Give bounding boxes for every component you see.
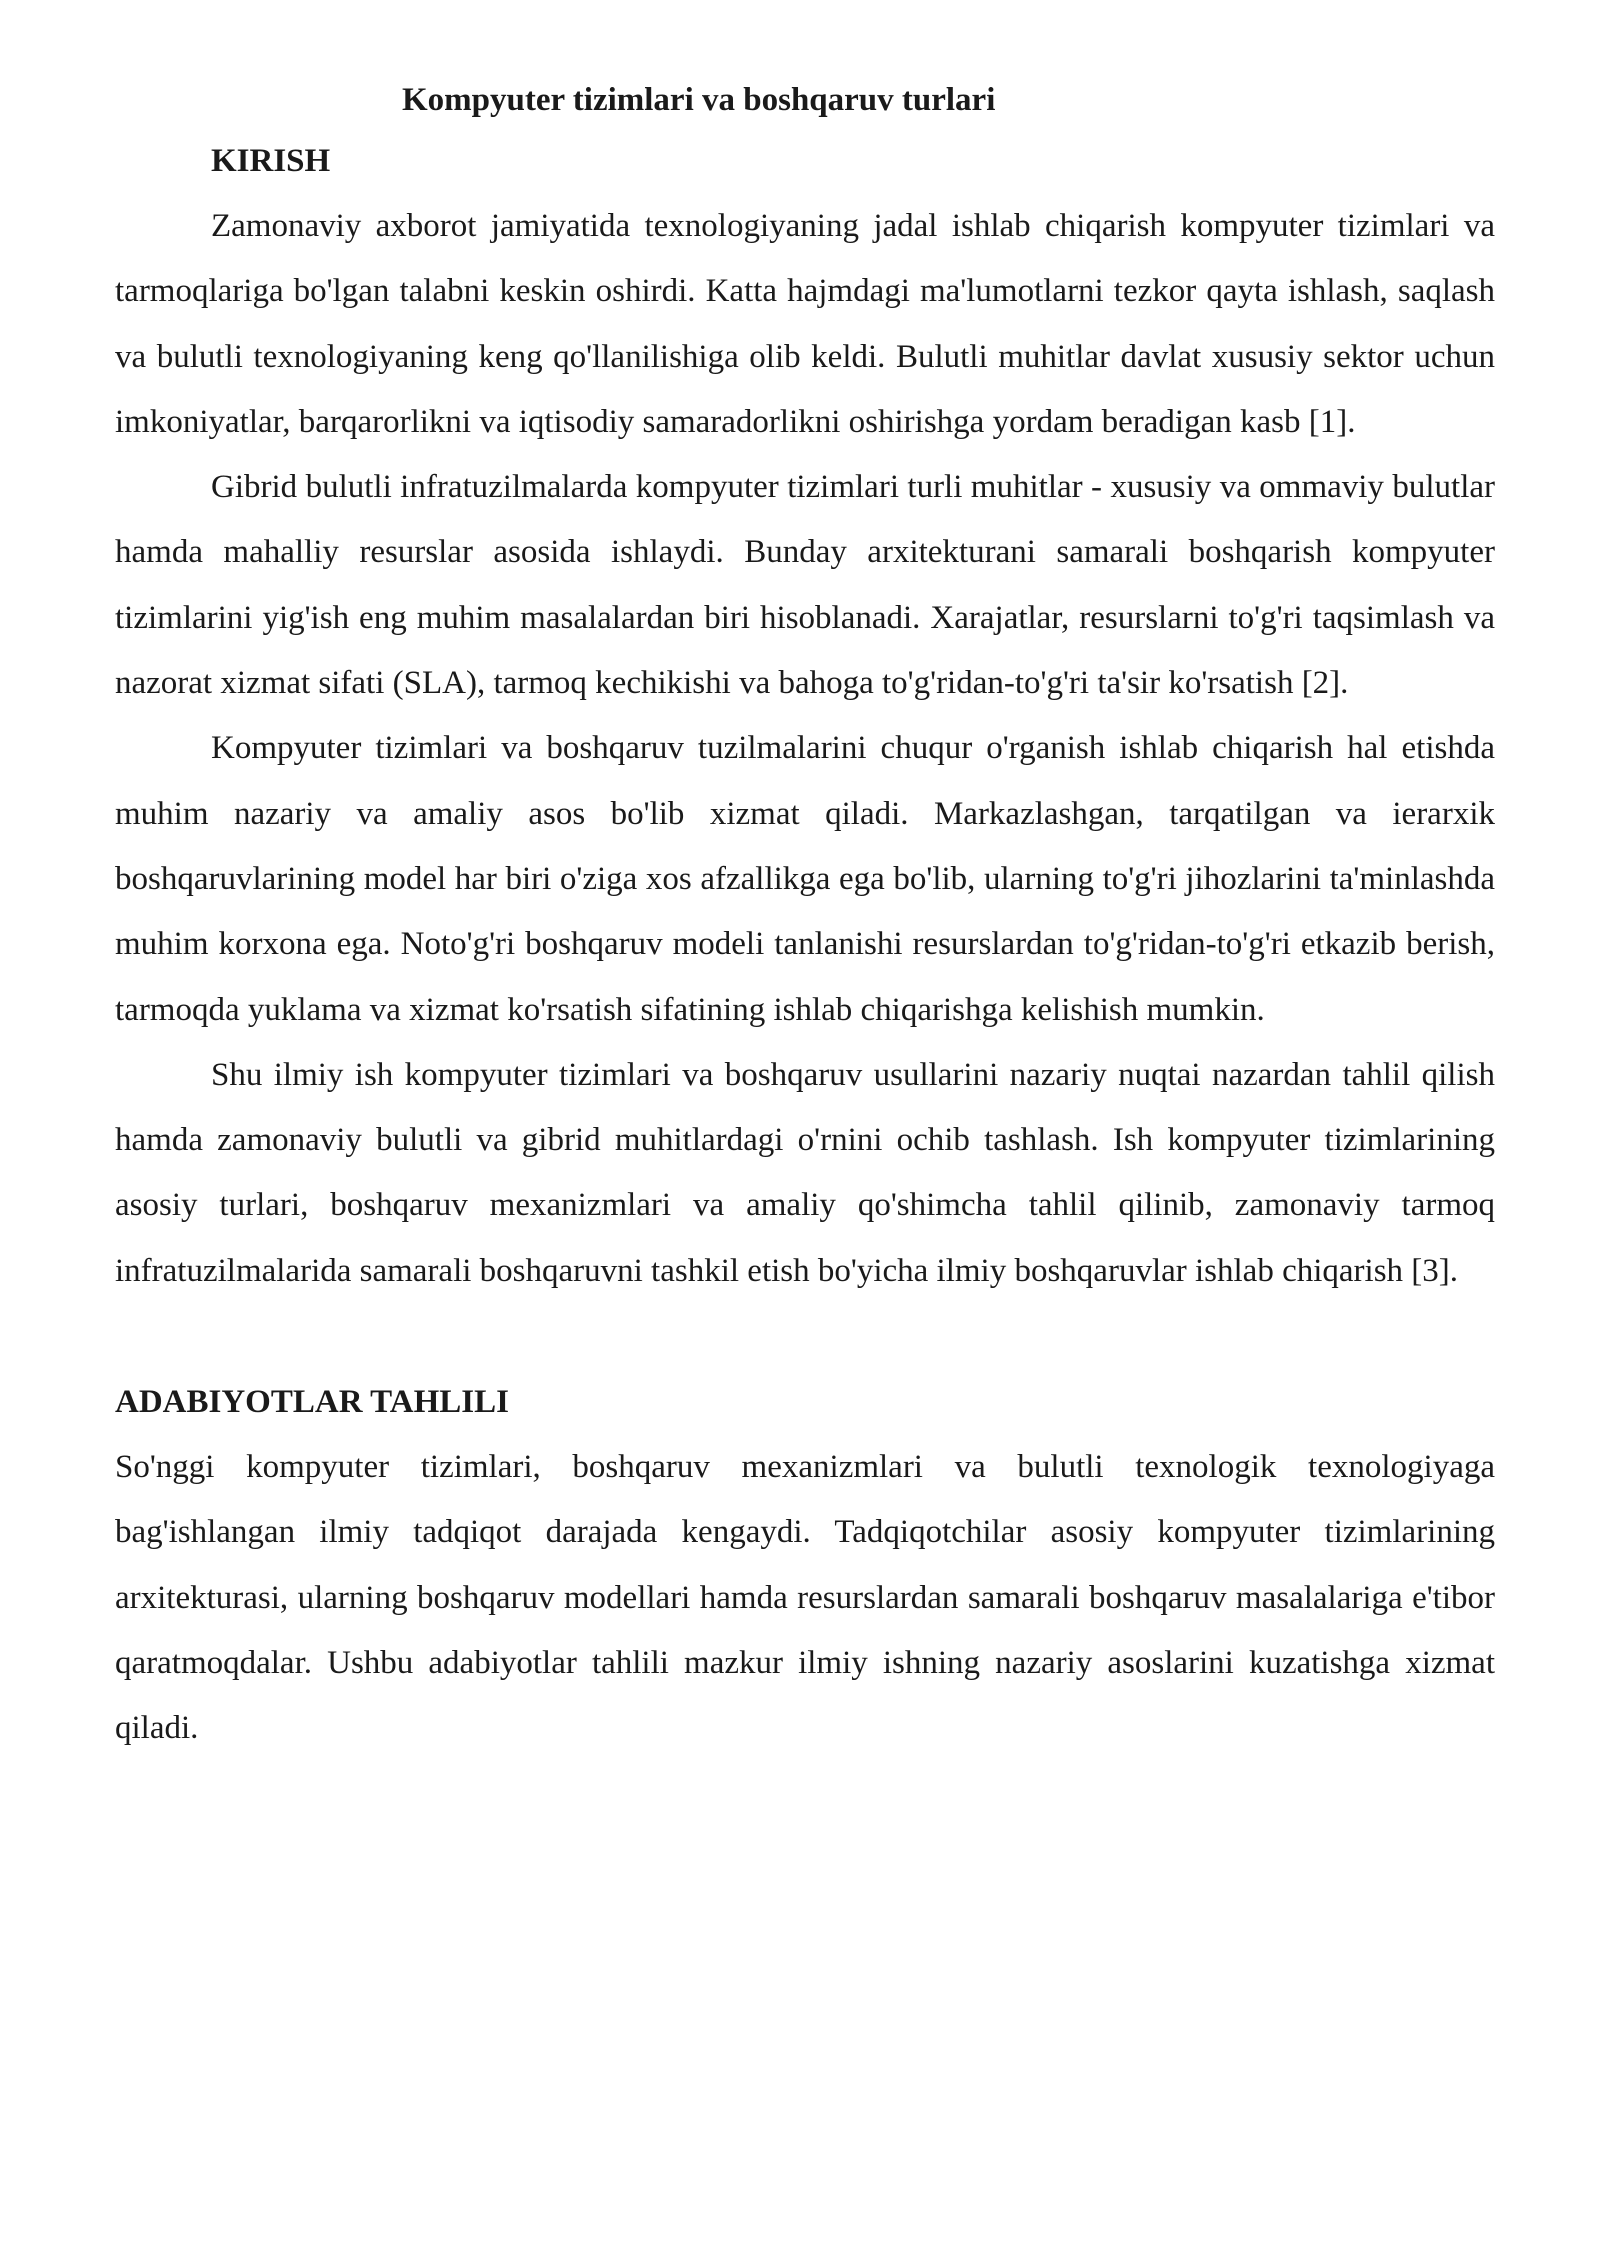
section-heading-kirish: KIRISH — [211, 143, 331, 179]
document-title: Kompyuter tizimlari va boshqaruv turlari — [402, 82, 996, 118]
section-heading-adabiyotlar-tahlili: ADABIYOTLAR TAHLILI — [115, 1384, 509, 1421]
paragraph: Zamonaviy axborot jamiyatida texnologiyaning jadal ishlab chiqarish kompyuter tizimlari va tarmoqlariga bo'lgan talabni keskin oshirdi. Katta hajmdagi ma'lumotlarni tezkor qayta ishlash, saqlash va bulutli texnologiyaning keng qo'llanilishiga olib keldi. Bulutli muhitlar davlat xususiy sektor uchun imkoniyatlar, barqarorlikni va iqtisodiy samaradorlikni oshirishga yordam beradigan kasb [1]. — [115, 208, 1495, 440]
paragraph: Gibrid bulutli infratuzilmalarda kompyuter tizimlari turli muhitlar - xususiy va ommaviy bulutlar hamda mahalliy resurslar asosida ishlaydi. Bunday arxitekturani samarali boshqarish kompyuter tizimlarini yig'ish eng muhim masalalardan biri hisoblanadi. Xarajatlar, resurslarni to'g'ri taqsimlash va nazorat xizmat sifati (SLA), tarmoq kechikishi va bahoga to'g'ridan-to'g'ri ta'sir ko'rsatish [2]. — [115, 469, 1495, 702]
paragraph: So'nggi kompyuter tizimlari, boshqaruv mexanizmlari va bulutli texnologik texnologiyaga bag'ishlangan ilmiy tadqiqot darajada kengaydi. Tadqiqotchilar asosiy kompyuter tizimlarining arxitekturasi, ularning boshqaruv modellari hamda resurslardan samarali boshqaruv masalalariga e'tibor qaratmoqdalar. Ushbu adabiyotlar tahlili mazkur ilmiy ishning nazariy asoslarini kuzatishga xizmat qiladi. — [115, 1449, 1495, 1747]
paragraph: Shu ilmiy ish kompyuter tizimlari va boshqaruv usullarini nazariy nuqtai nazardan tahlil qilish hamda zamonaviy bulutli va gibrid muhitlardagi o'rnini ochib tashlash. Ish kompyuter tizimlarining asosiy turlari, boshqaruv mexanizmlari va amaliy qo'shimcha tahlil qilinib, zamonaviy tarmoq infratuzilmalarida samarali boshqaruvni tashkil etish bo'yicha ilmiy boshqaruvlar ishlab chiqarish [3]. — [115, 1056, 1495, 1289]
paragraph: Kompyuter tizimlari va boshqaruv tuzilmalarini chuqur o'rganish ishlab chiqarish hal etishda muhim nazariy va amaliy asos bo'lib xizmat qiladi. Markazlashgan, tarqatilgan va ierarxik boshqaruvlarining model har biri o'ziga xos afzallikga ega bo'lib, ularning to'g'ri jihozlarini ta'minlashda muhim korxona ega. Noto'g'ri boshqaruv modeli tanlanishi resurslardan to'g'ridan-to'g'ri etkazib berish, tarmoqda yuklama va xizmat ko'rsatish sifatining ishlab chiqarishga kelishish mumkin. — [115, 730, 1495, 1028]
document-page — [115, 72, 1495, 1762]
section-kirish — [115, 128, 1495, 1304]
section-adabiyotlar-tahlili — [115, 1369, 1495, 1761]
